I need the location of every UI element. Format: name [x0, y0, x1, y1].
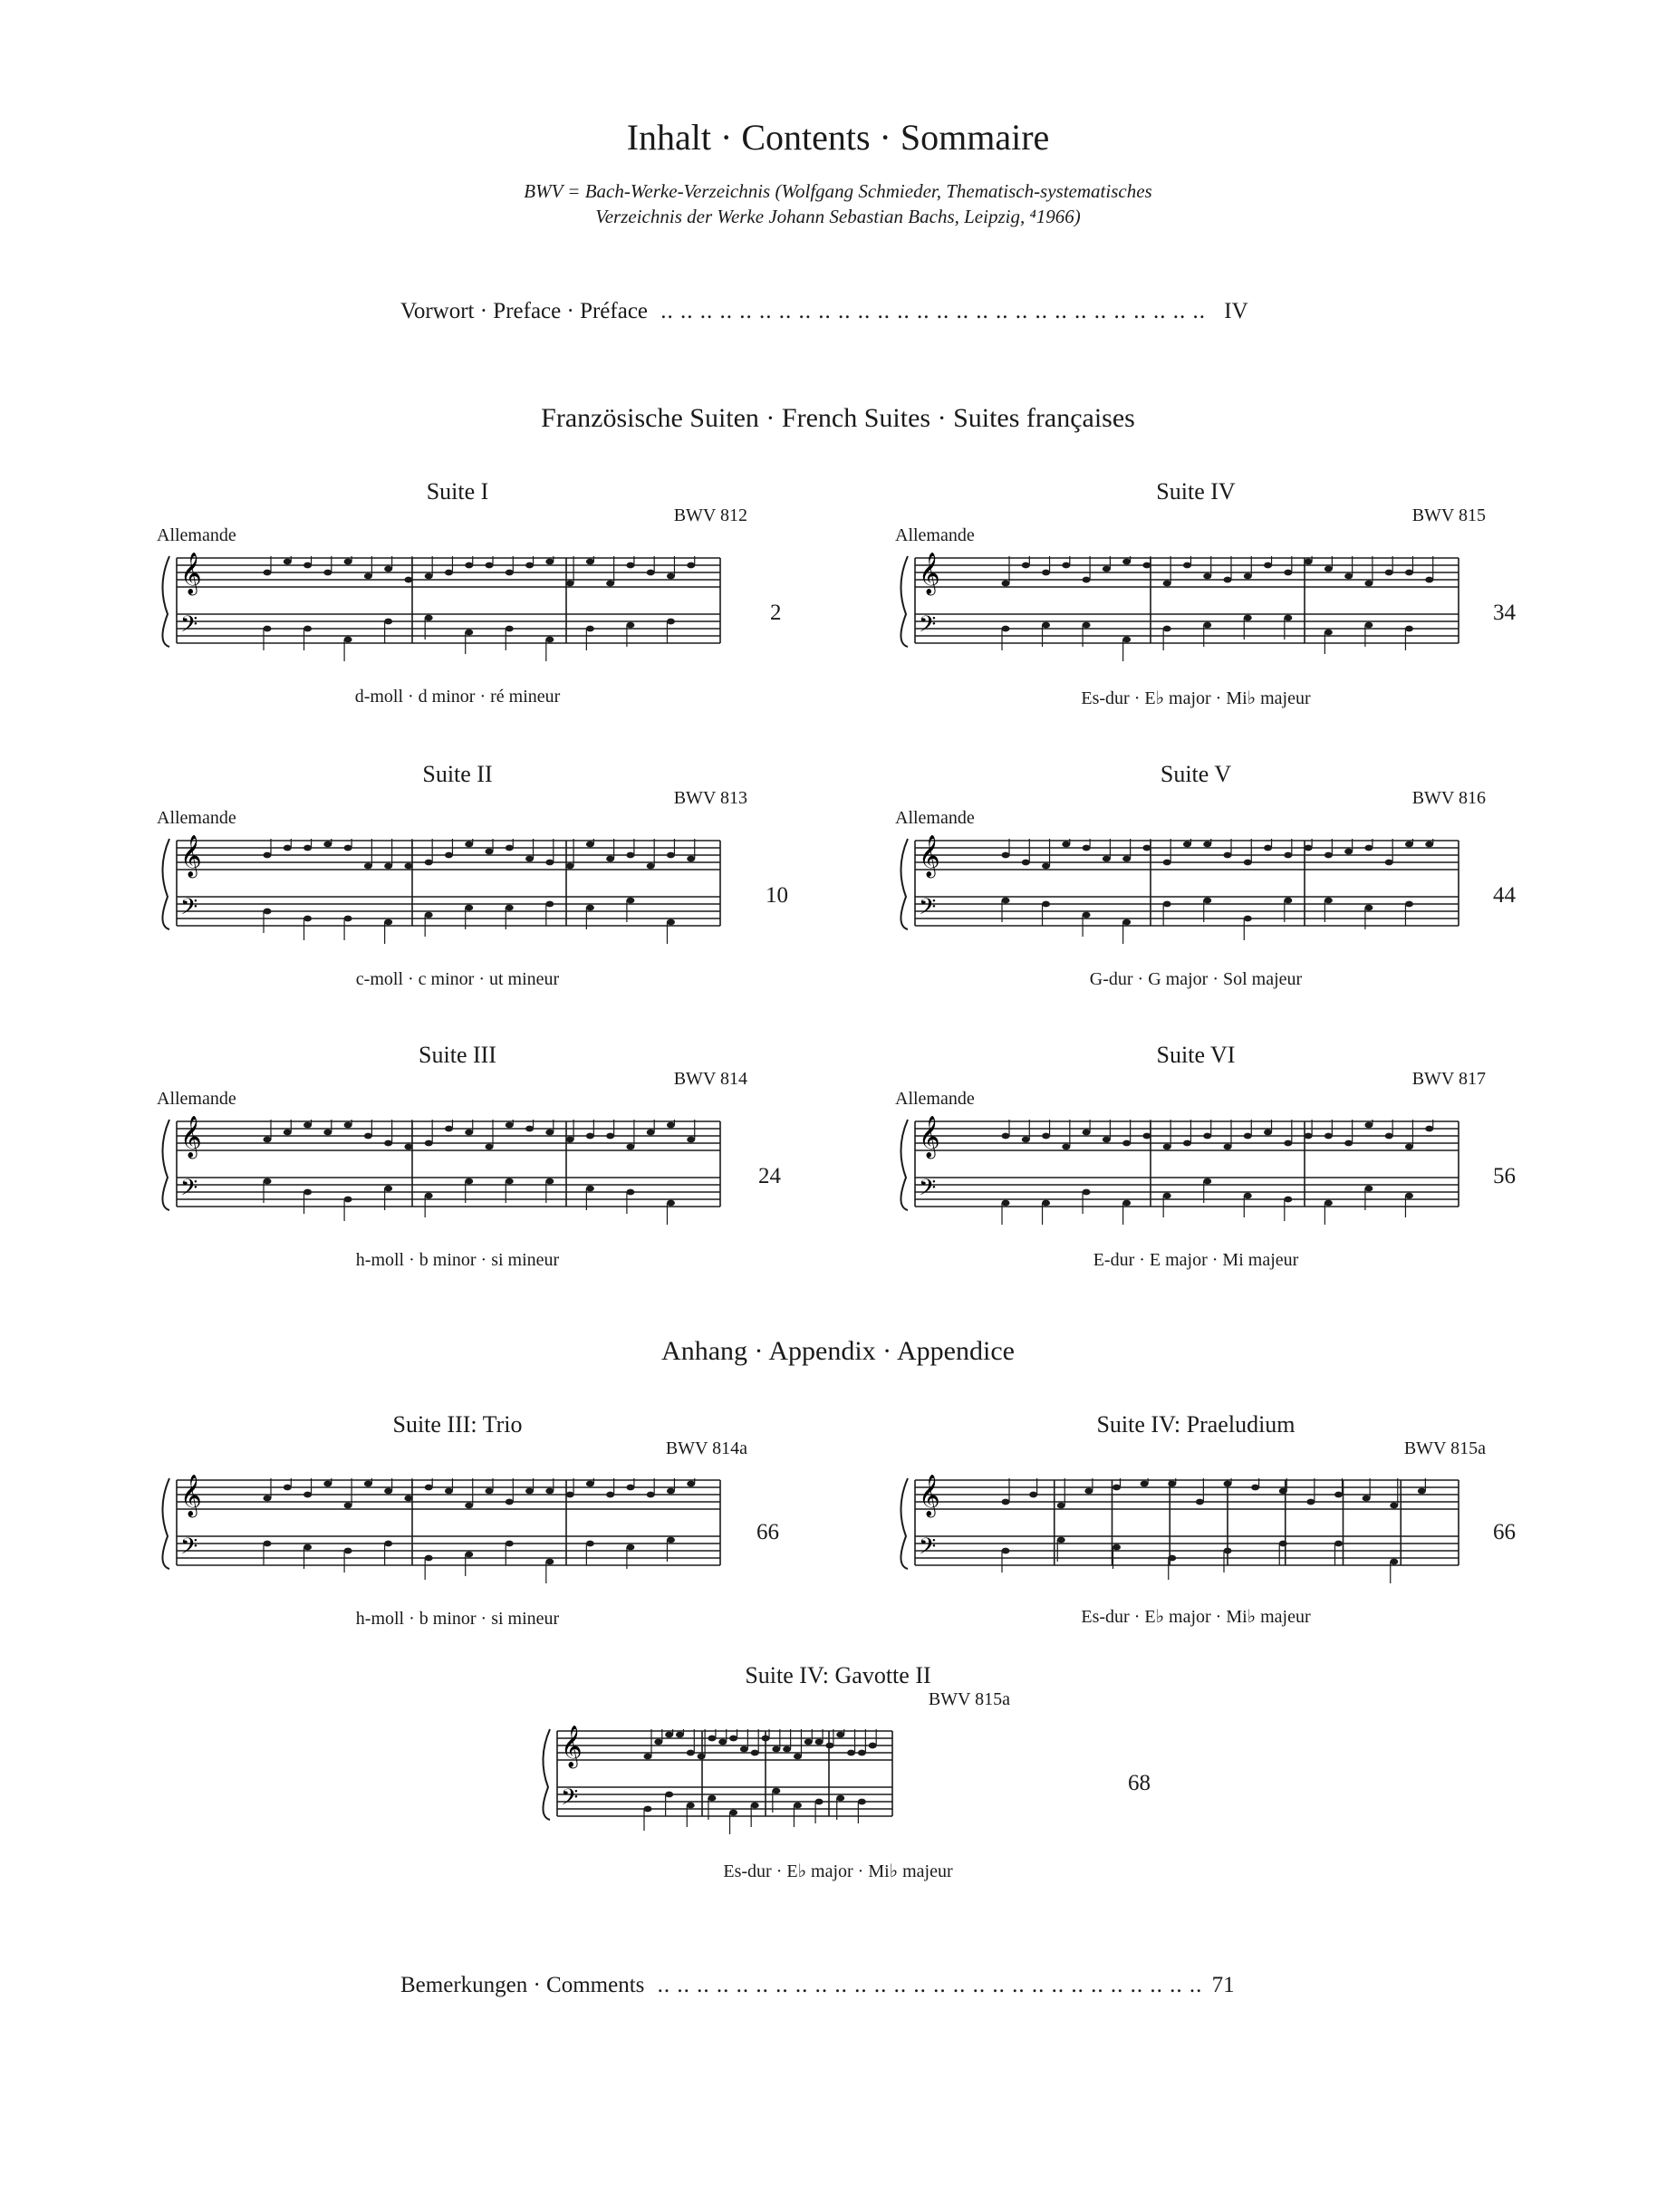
- svg-text:𝄢: 𝄢: [919, 1175, 937, 1207]
- suite-title: Suite IV: [1156, 478, 1236, 505]
- svg-text:𝄢: 𝄢: [180, 894, 198, 926]
- appendix-entry[interactable]: [149, 1411, 779, 1647]
- key-label: h-moll · b minor · si mineur: [355, 1609, 560, 1629]
- page-number: 44: [1493, 883, 1516, 908]
- svg-text:𝄞: 𝄞: [180, 1116, 202, 1158]
- toc-comments-label: Bemerkungen · Comments: [400, 1973, 645, 1997]
- grand-staff-incipit-icon: [888, 1471, 1477, 1593]
- grand-staff-incipit-icon: [149, 832, 738, 949]
- suite-entry[interactable]: [149, 478, 782, 714]
- page-number: 66: [1493, 1520, 1516, 1544]
- key-label: Es-dur · E♭ major · Mi♭ majeur: [723, 1861, 953, 1881]
- appendix-entry[interactable]: [888, 1411, 1516, 1647]
- key-label: c-moll · c minor · ut mineur: [355, 969, 560, 989]
- svg-text:𝄞: 𝄞: [180, 553, 202, 594]
- toc-preface-page: IV: [1224, 299, 1248, 323]
- movement-name: Allemande: [895, 808, 975, 828]
- grand-staff-incipit-icon: [530, 1722, 910, 1844]
- toc-comments-leader: .. .. .. .. .. .. .. .. .. .. .. .. .. .. .. .. .. .. .. .. .. .. .. .. .. .. .. ..: [657, 1973, 1203, 1997]
- bwv-note: [0, 178, 1676, 229]
- appendix-title: Suite IV: Praeludium: [1096, 1411, 1296, 1438]
- movement-name: Allemande: [157, 1089, 236, 1109]
- grand-staff-incipit-icon: [888, 1112, 1477, 1235]
- bwv-number: BWV 816: [1411, 788, 1486, 808]
- suite-entry[interactable]: [149, 1042, 781, 1277]
- key-label: G-dur · G major · Sol majeur: [1089, 969, 1303, 989]
- grand-staff-incipit-icon: [888, 1471, 1477, 1589]
- svg-text:𝄞: 𝄞: [919, 1475, 940, 1516]
- grand-staff-incipit-icon: [149, 1112, 738, 1230]
- grand-staff-incipit-icon: [888, 549, 1477, 667]
- svg-text:𝄞: 𝄞: [561, 1726, 583, 1767]
- grand-staff-incipit-icon: [149, 549, 738, 671]
- page-number: 24: [758, 1164, 781, 1188]
- suite-entry[interactable]: [888, 761, 1516, 996]
- appendix-heading: Anhang · Appendix · Appendice: [661, 1336, 1015, 1366]
- bwv-number: BWV 814a: [665, 1438, 747, 1458]
- svg-text:𝄢: 𝄢: [919, 894, 937, 926]
- grand-staff-incipit-icon: [149, 832, 738, 954]
- svg-text:𝄞: 𝄞: [180, 835, 202, 877]
- toc-preface-label: Vorwort · Preface · Préface: [400, 299, 649, 323]
- page-number: 10: [766, 883, 788, 908]
- bwv-note-line-2: Verzeichnis der Werke Johann Sebastian Bachs, Leipzig, ⁴1966): [595, 206, 1081, 227]
- svg-text:𝄢: 𝄢: [919, 611, 937, 643]
- french-suites-heading: Französische Suiten · French Suites · Suites françaises: [541, 403, 1135, 433]
- bwv-number: BWV 815a: [928, 1689, 1010, 1709]
- appendix-entry[interactable]: [530, 1662, 1151, 1898]
- suite-entry[interactable]: [149, 761, 788, 996]
- bwv-note-line-1: BWV = Bach-Werke-Verzeichnis (Wolfgang Schmieder, Thematisch-systematisches: [524, 180, 1152, 202]
- suite-title: Suite V: [1160, 761, 1232, 787]
- key-label: E-dur · E major · Mi majeur: [1093, 1250, 1299, 1270]
- page-number: 56: [1493, 1164, 1516, 1188]
- suite-title: Suite II: [422, 761, 493, 787]
- grand-staff-incipit-icon: [530, 1722, 910, 1840]
- grand-staff-incipit-icon: [888, 832, 1477, 954]
- bwv-number: BWV 815a: [1403, 1438, 1486, 1458]
- movement-name: Allemande: [895, 1089, 975, 1109]
- grand-staff-incipit-icon: [149, 1471, 738, 1593]
- key-label: Es-dur · E♭ major · Mi♭ majeur: [1081, 1607, 1311, 1627]
- grand-staff-incipit-icon: [888, 549, 1477, 671]
- appendix-title: Suite III: Trio: [392, 1411, 523, 1438]
- toc-preface[interactable]: [400, 299, 1248, 324]
- svg-text:𝄢: 𝄢: [919, 1534, 937, 1565]
- svg-text:𝄞: 𝄞: [919, 553, 940, 594]
- svg-text:𝄞: 𝄞: [919, 1116, 940, 1158]
- page-number: 68: [1128, 1771, 1151, 1795]
- bwv-number: BWV 815: [1411, 505, 1486, 525]
- grand-staff-incipit-icon: [149, 1112, 738, 1235]
- page-number: 66: [756, 1520, 779, 1544]
- page-number: 2: [770, 601, 782, 625]
- movement-name: Allemande: [157, 525, 236, 545]
- bwv-number: BWV 812: [673, 505, 747, 525]
- svg-text:𝄢: 𝄢: [180, 611, 198, 643]
- suite-entry[interactable]: [888, 478, 1516, 714]
- svg-text:𝄞: 𝄞: [919, 835, 940, 877]
- toc-comments-page: 71: [1211, 1973, 1235, 1997]
- suite-entry[interactable]: [888, 1042, 1516, 1277]
- page-number: 34: [1493, 601, 1516, 625]
- movement-name: Allemande: [157, 808, 236, 828]
- bwv-number: BWV 817: [1411, 1069, 1486, 1089]
- key-label: d-moll · d minor · ré mineur: [354, 687, 561, 707]
- grand-staff-incipit-icon: [888, 1112, 1477, 1230]
- svg-text:𝄢: 𝄢: [180, 1534, 198, 1565]
- bwv-number: BWV 814: [673, 1069, 747, 1089]
- grand-staff-incipit-icon: [149, 549, 738, 667]
- page-title: Inhalt · Contents · Sommaire: [626, 117, 1050, 158]
- suite-title: Suite VI: [1156, 1042, 1236, 1068]
- movement-name: Allemande: [895, 525, 975, 545]
- toc-comments[interactable]: [400, 1973, 1235, 1998]
- grand-staff-incipit-icon: [149, 1471, 738, 1589]
- key-label: h-moll · b minor · si mineur: [355, 1250, 560, 1270]
- svg-text:𝄢: 𝄢: [180, 1175, 198, 1207]
- bwv-number: BWV 813: [673, 788, 747, 808]
- suite-title: Suite III: [419, 1042, 496, 1068]
- svg-text:𝄢: 𝄢: [561, 1784, 579, 1816]
- appendix-title: Suite IV: Gavotte II: [745, 1662, 931, 1688]
- svg-text:𝄞: 𝄞: [180, 1475, 202, 1516]
- key-label: Es-dur · E♭ major · Mi♭ majeur: [1081, 688, 1311, 708]
- grand-staff-incipit-icon: [888, 832, 1477, 949]
- suite-title: Suite I: [426, 478, 489, 505]
- toc-preface-leader: .. .. .. .. .. .. .. .. .. .. .. .. .. .. .. .. .. .. .. .. .. .. .. .. .. .. .. ..: [660, 299, 1207, 323]
